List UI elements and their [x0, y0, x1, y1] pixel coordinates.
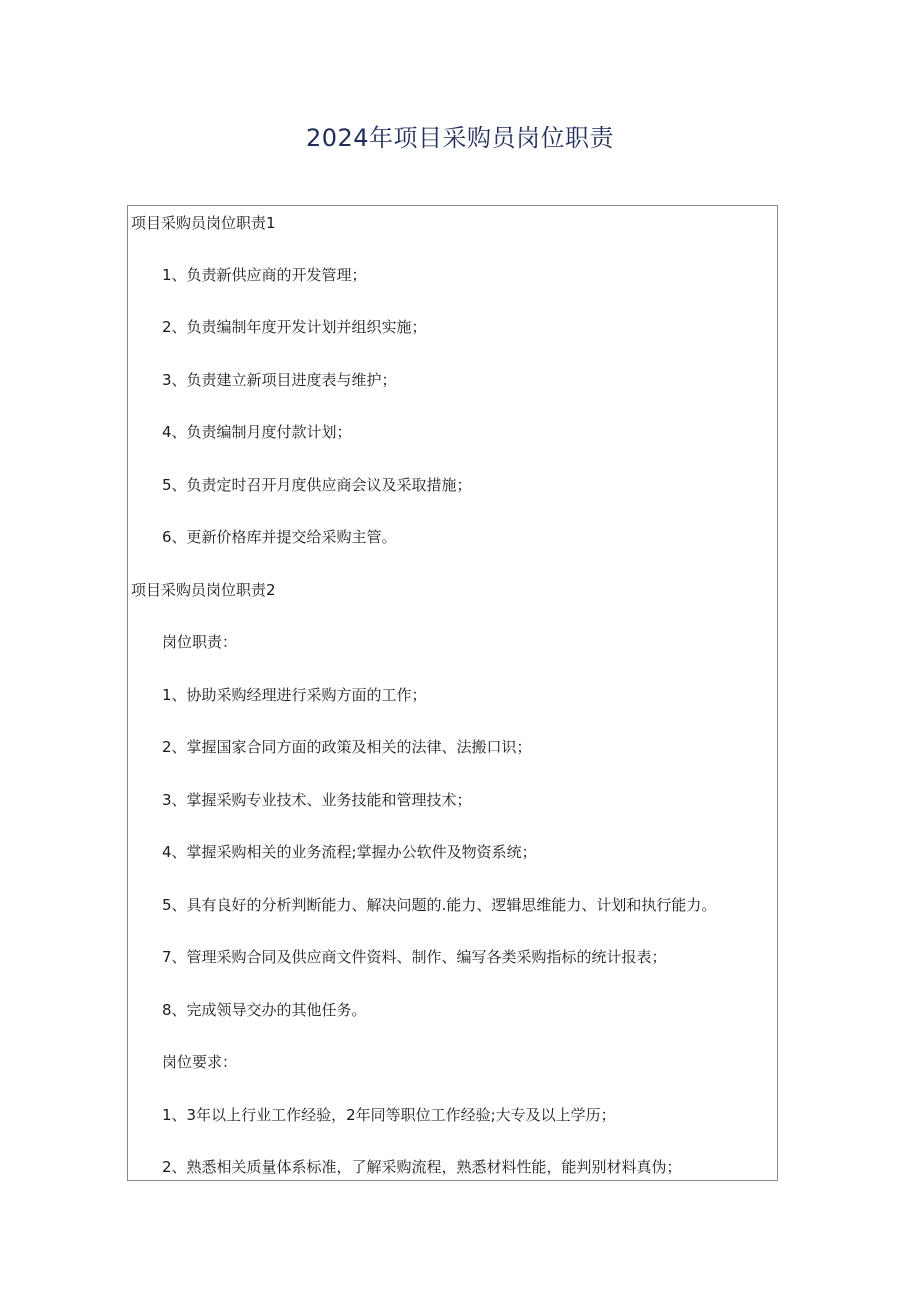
requirements-label: 岗位要求： [162, 1053, 238, 1071]
list-item: 4、掌握采购相关的业务流程;掌握办公软件及物资系统； [162, 843, 537, 861]
list-item: 1、负责新供应商的开发管理； [162, 266, 367, 284]
list-item: 2、熟悉相关质量体系标准，了解采购流程，熟悉材料性能，能判别材料真伪； [162, 1158, 682, 1176]
list-item: 1、协助采购经理进行采购方面的工作； [162, 686, 427, 704]
list-item: 1、3年以上行业工作经验，2年同等职位工作经验;大专及以上学历； [162, 1106, 616, 1124]
list-item: 4、负责编制月度付款计划； [162, 423, 352, 441]
list-item: 3、掌握采购专业技术、业务技能和管理技术； [162, 791, 472, 809]
list-item: 5、负责定时召开月度供应商会议及采取措施； [162, 476, 472, 494]
section-heading: 项目采购员岗位职责2 [131, 581, 276, 599]
list-item: 7、管理采购合同及供应商文件资料、制作、编写各类采购指标的统计报表； [162, 948, 667, 966]
list-item: 5、具有良好的分析判断能力、解决问题的.能力、逻辑思维能力、计划和执行能力。 [162, 896, 717, 914]
list-item: 2、负责编制年度开发计划并组织实施； [162, 318, 427, 336]
list-item: 2、掌握国家合同方面的政策及相关的法律、法搬口识； [162, 738, 532, 756]
section-heading: 项目采购员岗位职责1 [131, 214, 276, 232]
duties-label: 岗位职责： [162, 633, 238, 651]
content-box [127, 205, 778, 1181]
list-item: 6、更新价格库并提交给采购主管。 [162, 528, 397, 546]
list-item: 3、负责建立新项目进度表与维护； [162, 371, 397, 389]
document-title: 2024年项目采购员岗位职责 [305, 124, 615, 152]
list-item: 8、完成领导交办的其他任务。 [162, 1001, 367, 1019]
